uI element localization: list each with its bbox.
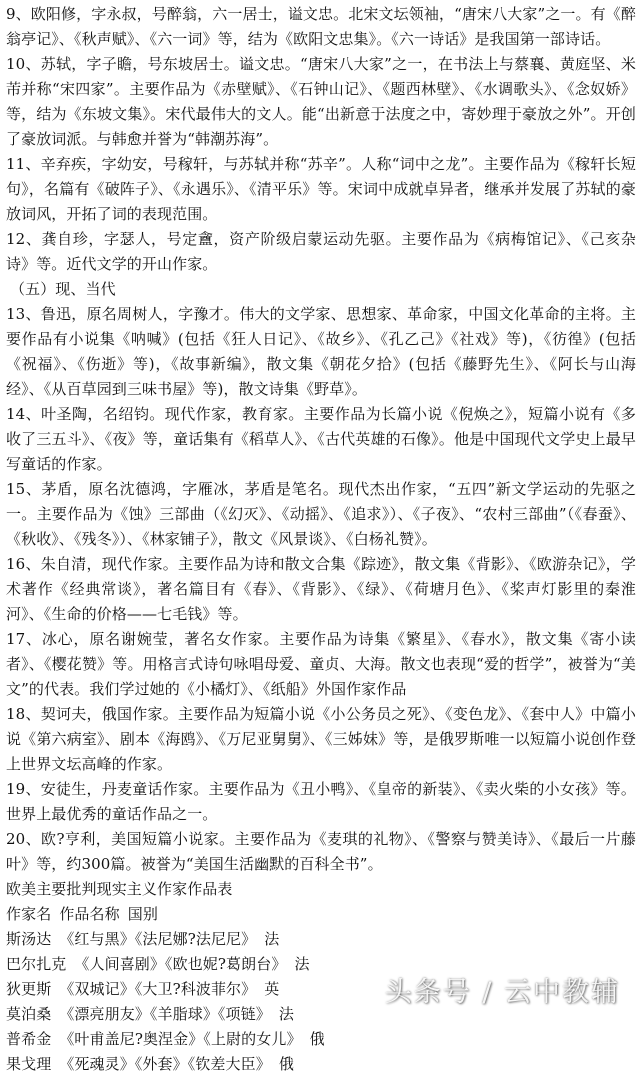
row-works: 《双城记》《大卫?科波菲尔》 <box>59 980 257 998</box>
table-header-author: 作家名 <box>6 905 52 923</box>
row-author: 斯汤达 <box>6 930 52 948</box>
entry-bing-xin: 17、冰心，原名谢婉莹，著名女作家。主要作品为诗集《繁星》、《春水》，散文集《寄小读者》、《樱花赞》等。用格言式诗句咏唱母爱、童贞、大海。散文也表现“爱的哲学”，被誉为“美文”的代表。我们学过她的《小橘灯》、《纸船》外国作家作品 <box>6 630 636 698</box>
row-country: 法 <box>264 930 280 948</box>
table-row <box>6 927 636 952</box>
entry-zhu-ziqing: 16、朱自清，现代作家。主要作品为诗和散文合集《踪迹》，散文集《背影》、《欧游杂记》，学术著作《经典常谈》，著名篇目有《春》、《背影》、《绿》、《荷塘月色》、《桨声灯影里的秦淮河》、《生命的价格——七毛钱》等。 <box>6 555 636 623</box>
document-body <box>6 2 636 1077</box>
row-works: 《人间喜剧》《欧也妮?葛朗台》 <box>74 955 287 973</box>
table-title: 欧美主要批判现实主义作家作品表 <box>6 880 233 898</box>
table-header <box>6 902 636 927</box>
section-heading-modern: （五）现、当代 <box>10 280 116 298</box>
row-country: 法 <box>278 1005 294 1023</box>
entry-gong-zizhen: 12、龚自珍，字瑟人，号定盦，资产阶级启蒙运动先驱。主要作品为《病梅馆记》、《己亥杂诗》等。近代文学的开山作家。 <box>6 230 636 273</box>
entry-andersen: 19、安徒生，丹麦童话作家。主要作品为《丑小鸭》、《皇帝的新装》、《卖火柴的小女孩》等。世界上最优秀的童话作品之一。 <box>6 780 636 823</box>
row-works: 《死魂灵》《外套》《钦差大臣》 <box>59 1055 271 1073</box>
row-works: 《红与黑》《法尼娜?法尼尼》 <box>59 930 257 948</box>
entry-ouyang-xiu: 9、欧阳修，字永叔，号醉翁，六一居士，谥文忠。北宋文坛领袖，“唐宋八大家”之一。有《醉翁亭记》、《秋声赋》、《六一词》等，结为《欧阳文忠集》。《六一诗话》是我国第一部诗话。 <box>6 5 636 48</box>
entry-lu-xun: 13、鲁迅，原名周树人，字豫才。伟大的文学家、思想家、革命家，中国文化革命的主将。主要作品有小说集《呐喊》(包括《狂人日记》、《故乡》、《孔乙己》《社戏》等)，《彷徨》(包括《祝福》、《伤逝》等)，《故事新编》，散文集《朝花夕拾》(包括《藤野先生》、《阿长与山海经》、《从百草园到三味书屋》等)，散文诗集《野草》。 <box>6 305 636 398</box>
row-country: 英 <box>264 980 280 998</box>
row-author: 普希金 <box>6 1030 52 1048</box>
entry-o-henry: 20、欧?亨利，美国短篇小说家。主要作品为《麦琪的礼物》、《警察与赞美诗》、《最后一片藤叶》等，约300篇。被誉为“美国生活幽默的百科全书”。 <box>6 830 636 873</box>
table-header-country: 国别 <box>127 905 158 923</box>
entry-mao-dun: 15、茅盾，原名沈德鸿，字雁冰，茅盾是笔名。现代杰出作家，“五四”新文学运动的先驱之一。主要作品为《蚀》三部曲（《幻灭》、《动摇》、《追求》）、《子夜》、“农村三部曲”（《春蚕》、《秋收》、《残冬》）、《林家铺子》，散文《风景谈》、《白杨礼赞》。 <box>6 480 636 548</box>
row-country: 俄 <box>278 1055 294 1073</box>
row-author: 莫泊桑 <box>6 1005 52 1023</box>
watermark: 头条号 / 云中教辅 <box>384 977 620 1008</box>
row-author: 果戈理 <box>6 1055 52 1073</box>
row-author: 狄更斯 <box>6 980 52 998</box>
entry-xin-qiji: 11、辛弃疾，字幼安，号稼轩，与苏轼并称“苏辛”。人称“词中之龙”。主要作品为《稼轩长短句》，名篇有《破阵子》、《永遇乐》、《清平乐》等。宋词中成就卓异者，继承并发展了苏轼的豪放词风，开拓了词的表现范围。 <box>6 155 636 223</box>
row-country: 法 <box>294 955 310 973</box>
entry-ye-shengtao: 14、叶圣陶，名绍钧。现代作家，教育家。主要作品为长篇小说《倪焕之》，短篇小说有《多收了三五斗》、《夜》等，童话集有《稻草人》、《古代英雄的石像》。他是中国现代文学史上最早写童话的作家。 <box>6 405 636 473</box>
table-header-works: 作品名称 <box>59 905 120 923</box>
table-row <box>6 1052 636 1077</box>
entry-su-shi: 10、苏轼，字子瞻，号东坡居士。谥文忠。“唐宋八大家”之一，在书法上与蔡襄、黄庭坚、米芾并称“宋四家”。主要作品为《赤壁赋》、《石钟山记》、《题西林壁》、《水调歌头》、《念奴娇》等，结为《东坡文集》。宋代最伟大的文人。能“出新意于法度之中，寄妙理于豪放之外”。开创了豪放词派。与韩愈并誉为“韩潮苏海”。 <box>6 55 636 148</box>
row-country: 俄 <box>309 1030 325 1048</box>
row-works: 《叶甫盖尼?奥涅金》《上尉的女儿》 <box>59 1030 302 1048</box>
table-row <box>6 1027 636 1052</box>
row-author: 巴尔扎克 <box>6 955 67 973</box>
row-works: 《漂亮朋友》《羊脂球》《项链》 <box>59 1005 271 1023</box>
entry-chekhov: 18、契诃夫，俄国作家。主要作品为短篇小说《小公务员之死》、《变色龙》、《套中人》中篇小说《第六病室》、剧本《海鸥》、《万尼亚舅舅》、《三姊妹》等，是俄罗斯唯一以短篇小说创作登上世界文坛高峰的作家。 <box>6 705 636 773</box>
